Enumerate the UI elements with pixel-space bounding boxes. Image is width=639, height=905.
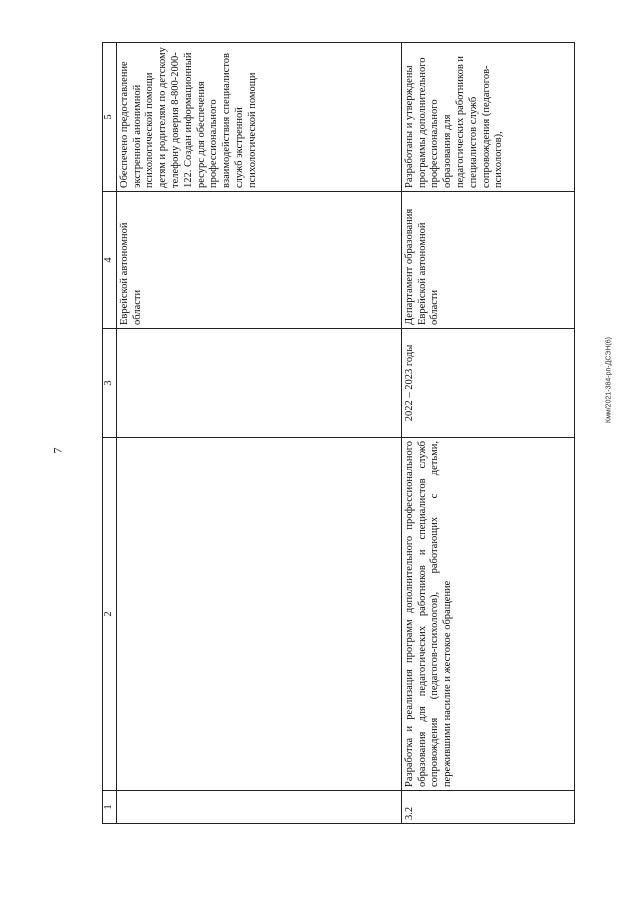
header-col-5: 5 — [103, 43, 117, 192]
measures-table — [102, 42, 575, 824]
header-col-2: 2 — [103, 438, 117, 791]
row-number: 3.2 — [401, 791, 574, 824]
row-number — [116, 791, 401, 824]
header-col-1: 1 — [103, 791, 117, 824]
header-row — [103, 43, 117, 824]
table-row — [401, 43, 574, 824]
document-code — [604, 160, 614, 600]
result-cell: Разработаны и утверждены программы дополнительного профессионального образования для педагогических работников и специалистов служб сопровождения (педагогов-психологов), — [401, 43, 574, 192]
result-cell: Обеспечено предоставление экстренной анонимной психологической помощи детям и родителям по детскому телефону доверия 8-800-2000-122. Создан информационный ресурс для обеспечения профессионального взаимодействия специалистов служб экстренной психологической помощи — [116, 43, 401, 192]
page-number: 7 — [50, 447, 65, 454]
document-code-text: Кмм/2021-384-рп-ДСЭН(6) — [605, 337, 613, 423]
executor-cell: Департамент образования Еврейской автономной области — [401, 192, 574, 329]
activity-cell — [116, 438, 401, 791]
header-col-4: 4 — [103, 192, 117, 329]
period-cell — [116, 329, 401, 438]
table-container — [102, 47, 573, 824]
period-cell: 2022 – 2023 годы — [401, 329, 574, 438]
activity-cell: Разработка и реализация программ дополнительного профессионального образования для педагогических работников и специалистов служб сопровождения (педагогов-психологов), работающих с детьми, пережившими насилие и жестокое обращение — [401, 438, 574, 791]
header-col-3: 3 — [103, 329, 117, 438]
executor-cell: Еврейской автономной области — [116, 192, 401, 329]
table-row — [116, 43, 401, 824]
